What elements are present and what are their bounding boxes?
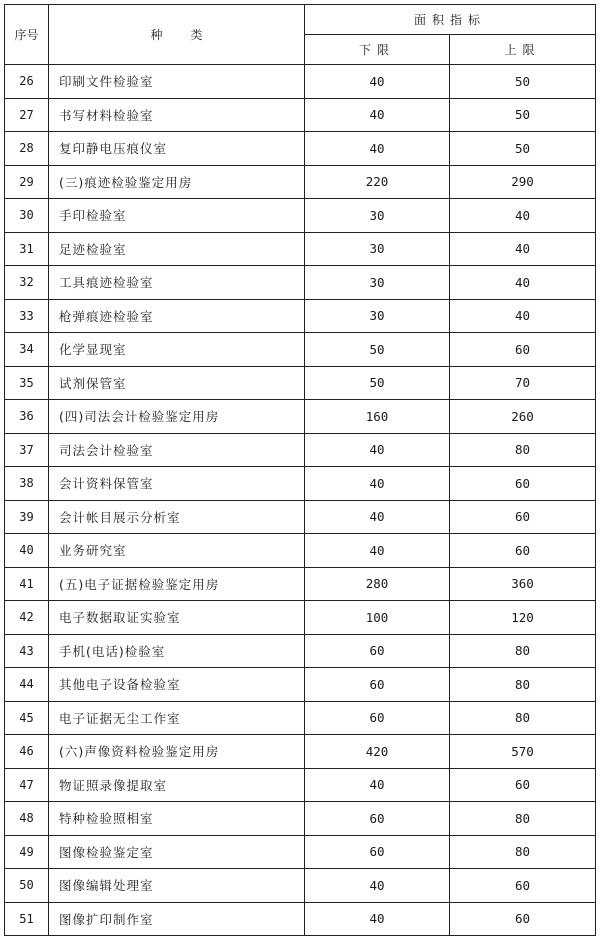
row-upper: 60 <box>450 534 596 568</box>
table-row <box>5 467 596 501</box>
row-lower: 60 <box>305 668 450 702</box>
row-lower: 40 <box>305 98 450 132</box>
row-name: 物证照录像提取室 <box>49 768 305 802</box>
table-row <box>5 701 596 735</box>
row-name: 电子证据无尘工作室 <box>49 701 305 735</box>
header-seq: 序号 <box>5 5 49 65</box>
table-row <box>5 266 596 300</box>
table-row <box>5 634 596 668</box>
table-row <box>5 299 596 333</box>
row-seq: 27 <box>5 98 49 132</box>
row-lower: 60 <box>305 634 450 668</box>
row-lower: 40 <box>305 768 450 802</box>
row-seq: 39 <box>5 500 49 534</box>
header-area-index: 面积指标 <box>305 5 596 35</box>
row-upper: 50 <box>450 98 596 132</box>
row-name: 特种检验照相室 <box>49 802 305 836</box>
row-name: 其他电子设备检验室 <box>49 668 305 702</box>
row-upper: 80 <box>450 802 596 836</box>
row-seq: 37 <box>5 433 49 467</box>
table-row <box>5 199 596 233</box>
row-lower: 100 <box>305 601 450 635</box>
row-seq: 30 <box>5 199 49 233</box>
table-body <box>5 65 596 936</box>
row-seq: 42 <box>5 601 49 635</box>
row-seq: 44 <box>5 668 49 702</box>
table-row <box>5 668 596 702</box>
table-row <box>5 366 596 400</box>
row-name: (三)痕迹检验鉴定用房 <box>49 165 305 199</box>
row-name: (五)电子证据检验鉴定用房 <box>49 567 305 601</box>
table-row <box>5 902 596 936</box>
row-lower: 60 <box>305 701 450 735</box>
row-upper: 120 <box>450 601 596 635</box>
row-seq: 40 <box>5 534 49 568</box>
row-seq: 46 <box>5 735 49 769</box>
row-upper: 60 <box>450 500 596 534</box>
row-lower: 30 <box>305 199 450 233</box>
row-upper: 80 <box>450 701 596 735</box>
row-seq: 31 <box>5 232 49 266</box>
row-upper: 40 <box>450 299 596 333</box>
row-seq: 34 <box>5 333 49 367</box>
row-seq: 32 <box>5 266 49 300</box>
row-lower: 40 <box>305 534 450 568</box>
table-row <box>5 567 596 601</box>
row-lower: 60 <box>305 835 450 869</box>
table-row <box>5 835 596 869</box>
header-upper: 上限 <box>450 35 596 65</box>
table-row <box>5 165 596 199</box>
row-lower: 40 <box>305 500 450 534</box>
document-page <box>4 4 596 936</box>
row-seq: 38 <box>5 467 49 501</box>
row-name: 试剂保管室 <box>49 366 305 400</box>
row-name: 图像检验鉴定室 <box>49 835 305 869</box>
row-seq: 36 <box>5 400 49 434</box>
row-upper: 60 <box>450 768 596 802</box>
row-seq: 35 <box>5 366 49 400</box>
row-seq: 48 <box>5 802 49 836</box>
row-seq: 45 <box>5 701 49 735</box>
row-upper: 260 <box>450 400 596 434</box>
row-upper: 80 <box>450 835 596 869</box>
row-seq: 26 <box>5 65 49 99</box>
table-row <box>5 98 596 132</box>
table-row <box>5 65 596 99</box>
row-lower: 30 <box>305 266 450 300</box>
area-index-table <box>4 4 596 936</box>
row-upper: 60 <box>450 467 596 501</box>
row-upper: 40 <box>450 266 596 300</box>
row-upper: 80 <box>450 634 596 668</box>
row-lower: 30 <box>305 299 450 333</box>
row-upper: 80 <box>450 668 596 702</box>
table-row <box>5 232 596 266</box>
row-name: 会计帐目展示分析室 <box>49 500 305 534</box>
table-row <box>5 333 596 367</box>
row-name: 印刷文件检验室 <box>49 65 305 99</box>
row-lower: 50 <box>305 366 450 400</box>
table-row <box>5 601 596 635</box>
row-seq: 33 <box>5 299 49 333</box>
row-seq: 49 <box>5 835 49 869</box>
row-name: (四)司法会计检验鉴定用房 <box>49 400 305 434</box>
row-name: 书写材料检验室 <box>49 98 305 132</box>
table-row <box>5 869 596 903</box>
row-upper: 70 <box>450 366 596 400</box>
header-category: 种类 <box>49 5 305 65</box>
row-seq: 29 <box>5 165 49 199</box>
row-name: (六)声像资料检验鉴定用房 <box>49 735 305 769</box>
row-upper: 50 <box>450 65 596 99</box>
row-lower: 220 <box>305 165 450 199</box>
row-name: 复印静电压痕仪室 <box>49 132 305 166</box>
row-upper: 80 <box>450 433 596 467</box>
row-name: 司法会计检验室 <box>49 433 305 467</box>
row-upper: 60 <box>450 333 596 367</box>
row-upper: 60 <box>450 902 596 936</box>
row-upper: 50 <box>450 132 596 166</box>
row-upper: 290 <box>450 165 596 199</box>
row-name: 业务研究室 <box>49 534 305 568</box>
row-lower: 50 <box>305 333 450 367</box>
table-row <box>5 400 596 434</box>
table-row <box>5 768 596 802</box>
table-row <box>5 735 596 769</box>
row-lower: 40 <box>305 467 450 501</box>
header-lower: 下限 <box>305 35 450 65</box>
row-seq: 28 <box>5 132 49 166</box>
row-lower: 280 <box>305 567 450 601</box>
row-name: 会计资料保管室 <box>49 467 305 501</box>
row-name: 手印检验室 <box>49 199 305 233</box>
row-seq: 41 <box>5 567 49 601</box>
row-upper: 570 <box>450 735 596 769</box>
row-seq: 43 <box>5 634 49 668</box>
row-upper: 360 <box>450 567 596 601</box>
row-name: 电子数据取证实验室 <box>49 601 305 635</box>
table-row <box>5 433 596 467</box>
row-name: 化学显现室 <box>49 333 305 367</box>
table-header <box>5 5 596 65</box>
row-seq: 50 <box>5 869 49 903</box>
row-name: 图像扩印制作室 <box>49 902 305 936</box>
row-name: 足迹检验室 <box>49 232 305 266</box>
row-lower: 420 <box>305 735 450 769</box>
row-name: 枪弹痕迹检验室 <box>49 299 305 333</box>
table-row <box>5 534 596 568</box>
row-name: 工具痕迹检验室 <box>49 266 305 300</box>
row-name: 手机(电话)检验室 <box>49 634 305 668</box>
row-seq: 51 <box>5 902 49 936</box>
row-lower: 30 <box>305 232 450 266</box>
row-upper: 60 <box>450 869 596 903</box>
row-lower: 40 <box>305 433 450 467</box>
row-lower: 40 <box>305 902 450 936</box>
row-lower: 40 <box>305 65 450 99</box>
row-lower: 160 <box>305 400 450 434</box>
table-row <box>5 132 596 166</box>
table-row <box>5 500 596 534</box>
row-lower: 40 <box>305 869 450 903</box>
row-upper: 40 <box>450 232 596 266</box>
row-seq: 47 <box>5 768 49 802</box>
row-upper: 40 <box>450 199 596 233</box>
row-name: 图像编辑处理室 <box>49 869 305 903</box>
row-lower: 60 <box>305 802 450 836</box>
row-lower: 40 <box>305 132 450 166</box>
table-row <box>5 802 596 836</box>
